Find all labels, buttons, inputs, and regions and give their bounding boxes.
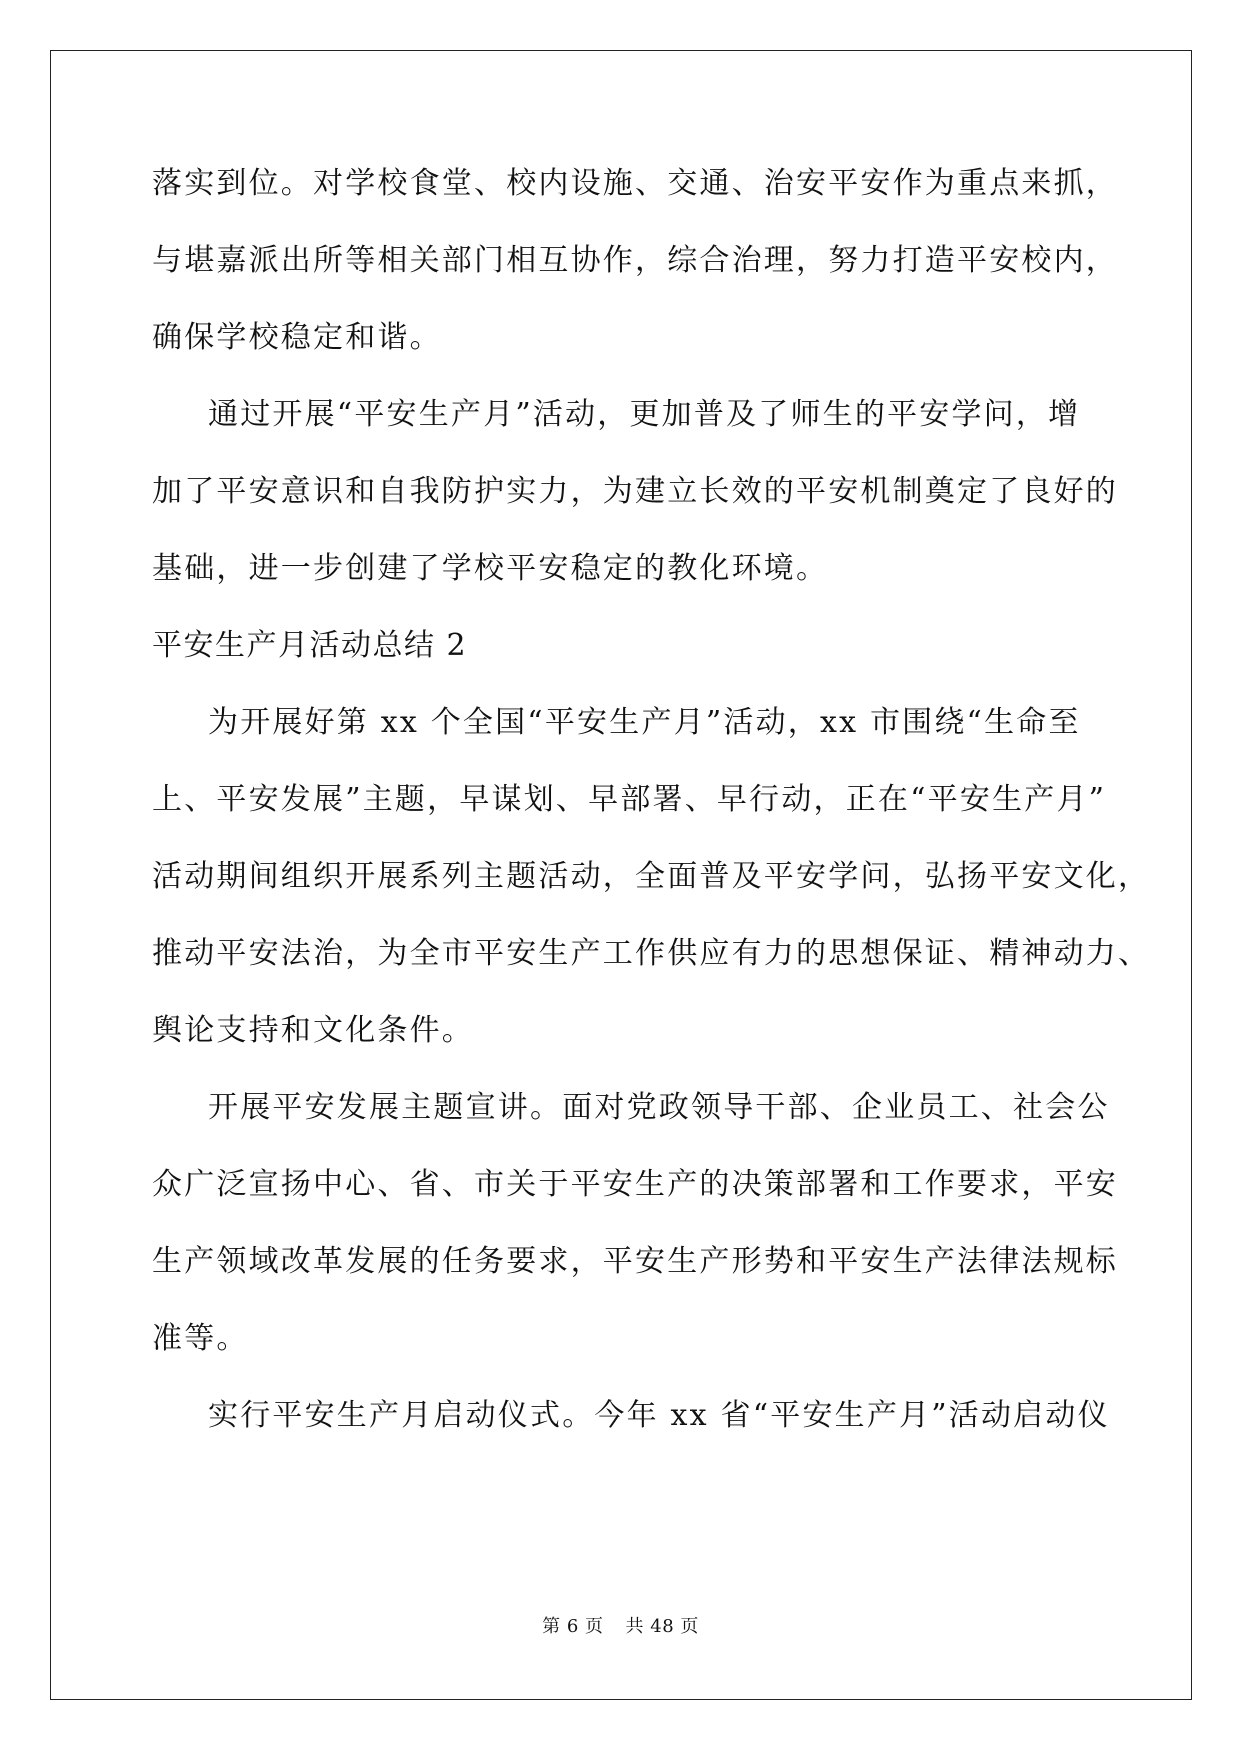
paragraph-first-line: 通过开展“平安生产月”活动，更加普及了师生的平安学问，增 [208, 397, 1081, 432]
paragraph-first-line: 开展平安发展主题宣讲。面对党政领导干部、企业员工、社会公 [208, 1090, 1110, 1125]
page-footer [0, 1612, 1241, 1638]
text-line: 上、平安发展”主题，早谋划、早部署、早行动，正在“平安生产月” [152, 782, 1107, 817]
paragraph-first-line: 实行平安生产月启动仪式。今年 xx 省“平安生产月”活动启动仪 [208, 1398, 1110, 1433]
text-line: 落实到位。对学校食堂、校内设施、交通、治安平安作为重点来抓， [152, 166, 1118, 201]
text-line: 与堪嘉派出所等相关部门相互协作，综合治理，努力打造平安校内， [152, 243, 1118, 278]
text-line: 确保学校稳定和谐。 [152, 320, 442, 355]
page-total: 共 48 页 [625, 1616, 699, 1637]
text-line: 推动平安法治，为全市平安生产工作供应有力的思想保证、精神动力、 [152, 936, 1151, 971]
text-line: 众广泛宣扬中心、省、市关于平安生产的决策部署和工作要求，平安 [152, 1167, 1118, 1202]
section-heading: 平安生产月活动总结 2 [152, 628, 468, 663]
text-line: 加了平安意识和自我防护实力，为建立长效的平安机制奠定了良好的 [152, 474, 1118, 509]
paragraph-first-line: 为开展好第 xx 个全国“平安生产月”活动，xx 市围绕“生命至 [208, 705, 1081, 740]
text-line: 舆论支持和文化条件。 [152, 1013, 474, 1048]
text-line: 活动期间组织开展系列主题活动，全面普及平安学问，弘扬平安文化， [152, 859, 1151, 894]
text-line: 生产领域改革发展的任务要求，平安生产形势和平安生产法律法规标 [152, 1244, 1118, 1279]
text-line: 基础，进一步创建了学校平安稳定的教化环境。 [152, 551, 829, 586]
text-line: 准等。 [152, 1321, 249, 1356]
page-number: 第 6 页 [542, 1616, 604, 1637]
